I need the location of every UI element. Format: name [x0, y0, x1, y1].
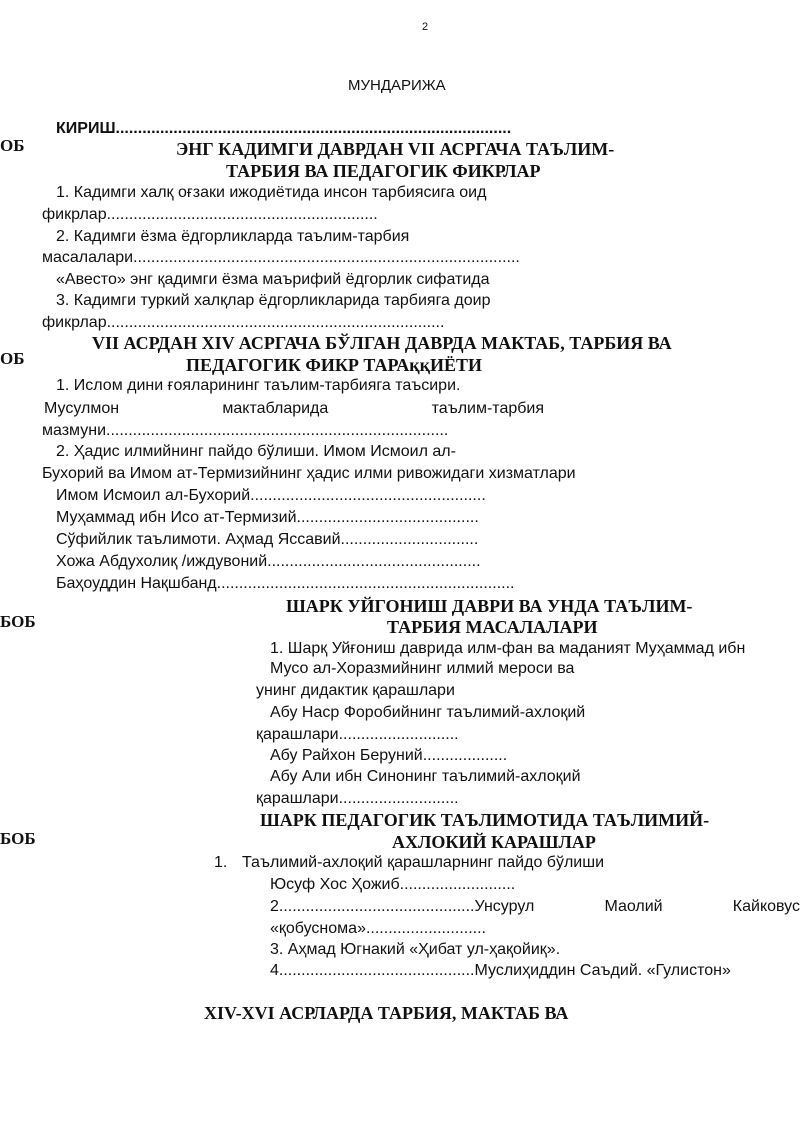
word: таълим-тарбия	[431, 400, 544, 417]
chapter-label-4: БОБ	[0, 829, 36, 848]
toc-entry[interactable]: Юсуф Хос Ҳожиб..........................	[270, 876, 516, 893]
toc-entry[interactable]: қарашлари...........................	[256, 726, 459, 743]
toc-entry[interactable]: Бухорий ва Имом ат-Термизийнинг ҳадис илми ривожидаги хизматлари	[42, 465, 576, 482]
toc-entry[interactable]: Абу Райхон Беруний...................	[270, 747, 508, 764]
word: Кайковус	[732, 898, 800, 915]
toc-entry[interactable]: фикрлар.............................................................	[42, 206, 378, 223]
toc-entry[interactable]: мазмуни.............................................................................	[42, 422, 449, 439]
toc-entry-justified[interactable]	[44, 400, 544, 418]
toc-entry[interactable]: «Авесто» энг қадимги ёзма маърифий ёдгорлик сифатида	[56, 271, 490, 288]
chapter-label-2: ОБ	[0, 349, 25, 368]
toc-entry[interactable]: 3. Аҳмад Югнакий «Ҳибат ул-ҳақойиқ».	[270, 941, 561, 958]
toc-subentry[interactable]: Хожа Абдухолиқ /иждувоний................................................	[56, 553, 481, 570]
toc-entry[interactable]: 2. Ҳадис илмийнинг пайдо бўлиши. Имом Исмоил ал-	[56, 443, 456, 460]
toc-entry[interactable]: фикрлар............................................................................	[42, 314, 445, 331]
toc-entry[interactable]: 1. Кадимги халқ оғзаки ижодиётида инсон тарбиясига оид	[56, 184, 487, 201]
toc-subentry[interactable]: Муҳаммад ибн Исо ат-Термизий.........................................	[56, 509, 479, 526]
chapter2-heading-line2: ПЕДАГОГИК ФИКР ТАРАққИЁТИ	[186, 355, 482, 375]
chapter1-heading-line1: ЭНГ КАДИМГИ ДАВРДАН VII АСРГАЧА ТАЪЛИМ-	[176, 139, 615, 159]
chapter3-heading-line2: ТАРБИЯ МАСАЛАЛАРИ	[387, 617, 598, 637]
toc-entry[interactable]: 2. Кадимги ёзма ёдгорликларда таълим-тарбия	[56, 228, 410, 245]
toc-entry[interactable]: 4............................................Муслиҳиддин Саъдий. «Гулистон»	[270, 962, 731, 979]
toc-entry[interactable]: қарашлари...........................	[256, 790, 459, 807]
contents-title: МУНДАРИЖА	[348, 77, 446, 94]
toc-subentry[interactable]: Имом Исмоил ал-Бухорий.....................................................	[56, 487, 486, 504]
chapter4-heading-line2: АХЛОКИЙ КАРАШЛАР	[392, 832, 596, 852]
chapter5-heading-line1: XIV-XVI АСРЛАРДА ТАРБИЯ, МАКТАБ ВА	[204, 1003, 569, 1023]
toc-entry[interactable]: 1. Шарқ Уйғониш даврида илм-фан ва маданият Муҳаммад ибн	[270, 640, 746, 657]
toc-entry-number: 1.	[214, 854, 228, 871]
toc-entry[interactable]: 1. Ислом дини ғояларининг таълим-тарбияга таъсири.	[56, 377, 461, 394]
chapter-label-1: ОБ	[0, 136, 25, 155]
chapter-label-3: БОБ	[0, 612, 36, 631]
toc-entry[interactable]: Таълимий-ахлоқий қарашларнинг пайдо бўлиши	[242, 854, 605, 871]
chapter4-heading-line1: ШАРК ПЕДАГОГИК ТАЪЛИМОТИДА ТАЪЛИМИЙ-	[260, 810, 710, 830]
toc-entry[interactable]: унинг дидактик қарашлари	[256, 682, 455, 699]
toc-entry-justified[interactable]	[270, 898, 800, 916]
toc-intro[interactable]: КИРИШ.........................................................................................	[56, 120, 512, 137]
word: Мусулмон	[44, 400, 120, 417]
word: мактабларида	[222, 400, 329, 417]
word: Маолий	[604, 898, 663, 915]
toc-entry[interactable]: масалалари.......................................................................................	[42, 249, 520, 266]
toc-entry[interactable]: Абу Наср Форобийнинг таълимий-ахлоқий	[270, 704, 586, 721]
chapter1-heading-line2: ТАРБИЯ ВА ПЕДАГОГИК ФИКРЛАР	[226, 161, 541, 181]
page-number: 2	[422, 21, 429, 33]
toc-entry[interactable]: 3. Кадимги туркий халқлар ёдгорликларида тарбияга доир	[56, 292, 491, 309]
toc-entry[interactable]: «қобуснома»...........................	[270, 920, 486, 937]
toc-entry[interactable]: Абу Али ибн Синонинг таълимий-ахлоқий	[270, 768, 581, 785]
chapter2-heading-line1: VII АСРДАН XIV АСРГАЧА БЎЛГАН ДАВРДА МАКТАБ, ТАРБИЯ ВА	[92, 333, 672, 353]
chapter3-heading-line1: ШАРК УЙГОНИШ ДАВРИ ВА УНДА ТАЪЛИМ-	[286, 596, 693, 616]
toc-subentry[interactable]: Баҳоуддин Нақшбанд...................................................................	[56, 575, 515, 592]
word: 2............................................Унсурул	[270, 898, 535, 915]
toc-entry[interactable]: Мусо ал-Хоразмийнинг илмий мероси ва	[270, 660, 575, 677]
toc-subentry[interactable]: Сўфийлик таълимоти. Аҳмад Яссавий...............................	[56, 531, 479, 548]
